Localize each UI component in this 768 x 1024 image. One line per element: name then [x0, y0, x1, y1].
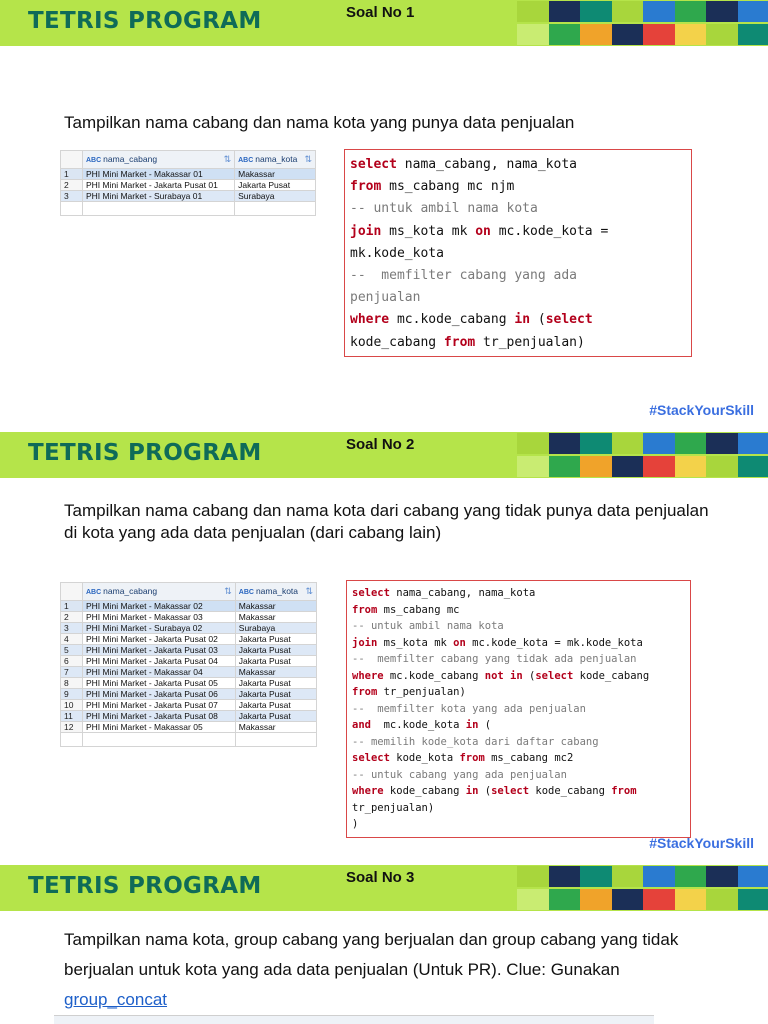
sql-text: ( [478, 785, 492, 797]
table-cell: PHI Mini Market - Surabaya 01 [83, 191, 235, 202]
sql-text: ms_kota mk [381, 223, 476, 239]
empty-cell [235, 202, 316, 216]
code-line [352, 585, 685, 602]
sql-keyword: from [459, 752, 485, 764]
table-cell: PHI Mini Market - Jakarta Pusat 05 [83, 678, 236, 689]
sql-comment: -- memfilter cabang yang ada [350, 268, 577, 284]
table-cell: PHI Mini Market - Makassar 03 [83, 612, 236, 623]
row-number: 1 [61, 601, 83, 612]
table-row[interactable] [61, 700, 317, 711]
table-row[interactable] [61, 191, 316, 202]
table-cell: Makassar [235, 722, 316, 733]
table-row[interactable] [61, 711, 317, 722]
row-number: 12 [61, 722, 83, 733]
row-number: 10 [61, 700, 83, 711]
row-number: 3 [61, 191, 83, 202]
code-line [352, 717, 685, 734]
empty-cell [61, 733, 83, 747]
sql-text: mc.kode_kota [370, 719, 466, 731]
text-type-icon: ABC [238, 157, 254, 164]
tetris-tile [643, 889, 676, 910]
empty-cell [61, 202, 83, 216]
table-row[interactable] [61, 169, 316, 180]
text-type-icon: ABC [238, 589, 254, 596]
text-type-icon: ABC [86, 157, 102, 164]
code-line [352, 602, 685, 619]
tetris-tiles-decoration [517, 0, 768, 46]
code-line [352, 684, 685, 701]
tetris-tile [612, 1, 645, 22]
grid-empty-row [61, 202, 316, 216]
column-header-nama-cabang[interactable] [83, 151, 235, 169]
sql-comment: -- untuk cabang yang ada penjualan [352, 768, 567, 781]
sql-text: ( [530, 312, 546, 328]
question-text: Tampilkan nama cabang dan nama kota dari cabang yang tidak punya data penjualan di kota yang ada data penjualan (dari cabang lain) [64, 501, 709, 543]
sql-keyword: from [350, 179, 382, 195]
row-number: 4 [61, 634, 83, 645]
table-cell: PHI Mini Market - Jakarta Pusat 01 [83, 180, 235, 191]
sql-keyword: where [352, 785, 384, 797]
tetris-tile [738, 1, 768, 22]
grid-header-row [61, 151, 316, 169]
tetris-tile [549, 1, 582, 22]
result-grid [60, 582, 317, 747]
sql-keyword: where [352, 669, 384, 682]
grid-empty-row [61, 733, 317, 747]
sql-text: ( [478, 719, 492, 731]
row-number: 1 [61, 169, 83, 180]
sort-filter-icon[interactable]: ⇅ [304, 154, 312, 164]
code-line [352, 816, 685, 833]
sql-text: kode_kota [389, 752, 460, 764]
table-row[interactable] [61, 667, 317, 678]
tetris-tile [612, 889, 645, 910]
tetris-tile [738, 456, 768, 477]
brand-title: TETRIS PROGRAM [28, 8, 262, 34]
table-cell: Makassar [235, 601, 316, 612]
sql-keyword: in [465, 719, 479, 731]
code-line [352, 618, 685, 635]
empty-cell [83, 733, 236, 747]
tetris-tile [612, 433, 645, 454]
row-number: 3 [61, 623, 83, 634]
sort-filter-icon[interactable]: ⇅ [305, 586, 313, 596]
sql-keyword: select [491, 785, 530, 797]
tetris-tile [580, 889, 613, 910]
table-cell: PHI Mini Market - Makassar 05 [83, 722, 236, 733]
sql-text: ( [522, 669, 536, 682]
empty-cell [83, 202, 235, 216]
code-line [352, 651, 685, 668]
sql-text: tr_penjualan) [377, 686, 466, 698]
sql-comment: -- memfilter cabang yang tidak ada penjualan [352, 653, 637, 665]
sql-keyword: select [350, 157, 397, 172]
sql-text: ms_cabang mc njm [381, 179, 515, 195]
sql-code-box [344, 149, 692, 357]
sql-text: mc.kode_kota = [490, 223, 609, 239]
tetris-tile [675, 889, 708, 910]
tetris-tile [675, 24, 708, 45]
slide-header [0, 432, 768, 478]
sql-text: nama_cabang, nama_kota [396, 157, 577, 172]
sql-keyword: from [611, 785, 637, 797]
hashtag-stackyourskill: #StackYourSkill [649, 835, 754, 851]
sql-code-box [346, 580, 691, 838]
tetris-tile [675, 433, 708, 454]
tetris-tile [580, 866, 613, 887]
sql-text: mc.kode_cabang [383, 669, 485, 682]
sql-text: ms_kota mk [377, 636, 454, 649]
sql-keyword: from [352, 603, 378, 616]
table-cell: PHI Mini Market - Jakarta Pusat 03 [83, 645, 236, 656]
tetris-tile [706, 456, 739, 477]
question-text-prefix: Tampilkan nama kota, group cabang yang berjualan dan group cabang yang tidak berjualan untuk kota yang ada data penjualan (Untuk PR). Clue: Gunakan [64, 930, 679, 979]
row-number: 2 [61, 612, 83, 623]
column-header-label: nama_kota [255, 154, 298, 164]
sql-keyword: where [350, 312, 390, 328]
sql-text: mk.kode_kota [350, 245, 444, 261]
tetris-tile [580, 1, 613, 22]
soal-number: Soal No 2 [346, 436, 415, 453]
tetris-tile [549, 866, 582, 887]
question-text [64, 925, 704, 1015]
tetris-tile [517, 889, 550, 910]
table-row[interactable] [61, 722, 317, 733]
tetris-tile [580, 433, 613, 454]
tetris-tile [612, 456, 645, 477]
tetris-tile [643, 1, 676, 22]
sort-filter-icon[interactable]: ⇅ [224, 586, 232, 596]
tetris-tile [675, 456, 708, 477]
code-line [352, 750, 685, 767]
tetris-tile [675, 866, 708, 887]
tetris-tile [738, 433, 768, 454]
code-line [350, 154, 686, 176]
sql-comment: -- untuk ambil nama kota [350, 201, 538, 217]
tetris-tile [738, 866, 768, 887]
table-cell: PHI Mini Market - Makassar 02 [83, 601, 236, 612]
sort-filter-icon[interactable]: ⇅ [223, 154, 232, 164]
sql-text: kode_cabang [529, 785, 612, 797]
brand-title: TETRIS PROGRAM [28, 873, 262, 899]
code-line [350, 221, 686, 243]
row-number: 9 [61, 689, 83, 700]
table-cell: Jakarta Pusat [235, 645, 316, 656]
code-line [352, 668, 685, 685]
code-line [352, 783, 685, 800]
sql-keyword: not in [484, 669, 523, 682]
sql-text: mc.kode_cabang [389, 312, 515, 328]
tetris-tile [517, 456, 550, 477]
code-line [350, 332, 686, 354]
column-header-nama-cabang[interactable] [83, 583, 236, 601]
table-cell: PHI Mini Market - Jakarta Pusat 02 [83, 634, 236, 645]
table-cell: Jakarta Pusat [235, 700, 316, 711]
column-header-label: nama_cabang [103, 586, 158, 596]
tetris-tiles-decoration [517, 432, 768, 478]
sql-comment: -- memfilter kota yang ada penjualan [352, 702, 586, 715]
tetris-tile [643, 24, 676, 45]
tetris-tile [517, 433, 550, 454]
code-line [350, 198, 686, 220]
column-header-label: nama_kota [255, 586, 299, 596]
sql-text: ) [352, 818, 359, 830]
sql-text: kode_cabang [350, 334, 444, 350]
table-row[interactable] [61, 656, 317, 667]
table-cell: Makassar [235, 612, 316, 623]
sql-text: mc.kode_kota = mk.kode_kota [465, 636, 643, 649]
tetris-tile [643, 456, 676, 477]
column-header-nama-kota[interactable] [235, 583, 316, 601]
table-cell: PHI Mini Market - Makassar 04 [83, 667, 236, 678]
table-cell: Jakarta Pusat [235, 678, 316, 689]
tetris-tile [706, 866, 739, 887]
tetris-tile [738, 889, 768, 910]
tetris-tile [517, 1, 550, 22]
table-cell: PHI Mini Market - Jakarta Pusat 07 [83, 700, 236, 711]
table-cell: Jakarta Pusat [235, 634, 316, 645]
tetris-tile [706, 433, 739, 454]
table-cell: PHI Mini Market - Jakarta Pusat 04 [83, 656, 236, 667]
tetris-tile [706, 889, 739, 910]
sql-text: ms_cabang mc2 [484, 752, 574, 764]
row-number: 11 [61, 711, 83, 722]
table-row[interactable] [61, 612, 317, 623]
tetris-tile [580, 24, 613, 45]
sql-comment: -- untuk ambil nama kota [352, 620, 504, 632]
table-cell: Surabaya [235, 623, 316, 634]
slide-soal-3 [0, 865, 768, 1024]
sql-keyword: in [514, 312, 531, 328]
tetris-tile [549, 433, 582, 454]
empty-cell [235, 733, 316, 747]
group-concat-link[interactable]: group_concat [64, 990, 168, 1009]
table-cell: Jakarta Pusat [235, 180, 316, 191]
tetris-tile [549, 456, 582, 477]
table-cell: PHI Mini Market - Surabaya 02 [83, 623, 236, 634]
tetris-tile [580, 456, 613, 477]
result-grid [60, 150, 316, 216]
sql-text: tr_penjualan) [352, 801, 435, 814]
sql-keyword: select [352, 587, 390, 599]
row-number: 8 [61, 678, 83, 689]
sql-text: kode_cabang [573, 669, 650, 682]
row-number: 2 [61, 180, 83, 191]
column-header-label: nama_cabang [103, 154, 158, 164]
table-cell: Surabaya [235, 191, 316, 202]
sql-text: ms_cabang mc [377, 603, 460, 616]
sql-keyword: select [545, 312, 593, 328]
table-cell: Makassar [235, 169, 316, 180]
slide-header [0, 0, 768, 46]
row-number: 5 [61, 645, 83, 656]
slide-soal-2 [0, 432, 768, 865]
code-line [350, 176, 686, 198]
sql-text: nama_cabang, nama_kota [389, 587, 536, 599]
tetris-tile [643, 433, 676, 454]
table-cell: PHI Mini Market - Jakarta Pusat 06 [83, 689, 236, 700]
sql-text: kode_cabang [383, 785, 466, 797]
row-number: 6 [61, 656, 83, 667]
tetris-tiles-decoration [517, 865, 768, 911]
tetris-tile [675, 1, 708, 22]
slide-header [0, 865, 768, 911]
sql-text: tr_penjualan) [475, 334, 585, 350]
slide-soal-1 [0, 0, 768, 432]
table-row[interactable] [61, 634, 317, 645]
code-line [350, 287, 686, 309]
soal-number: Soal No 1 [346, 4, 415, 21]
table-row[interactable] [61, 623, 317, 634]
sql-keyword: from [352, 686, 378, 698]
table-cell: PHI Mini Market - Jakarta Pusat 08 [83, 711, 236, 722]
sql-keyword: select [535, 669, 574, 682]
sql-keyword: join [352, 636, 378, 649]
sql-keyword: select [352, 752, 390, 764]
tetris-tile [612, 866, 645, 887]
sql-comment: penjualan [350, 290, 421, 306]
grid-corner [61, 583, 83, 601]
grid-header-row [61, 583, 317, 601]
text-type-icon: ABC [86, 589, 102, 596]
table-cell: Makassar [235, 667, 316, 678]
tetris-tile [738, 24, 768, 45]
tetris-tile [549, 889, 582, 910]
hashtag-stackyourskill: #StackYourSkill [649, 402, 754, 418]
code-line [352, 767, 685, 784]
code-line [350, 243, 686, 265]
sql-comment: -- memilih kode_kota dari daftar cabang [352, 735, 599, 748]
tetris-tile [706, 24, 739, 45]
tetris-tile [549, 24, 582, 45]
brand-title: TETRIS PROGRAM [28, 440, 262, 466]
tetris-tile [517, 866, 550, 887]
table-cell: Jakarta Pusat [235, 711, 316, 722]
sql-keyword: and [352, 719, 371, 731]
tetris-tile [643, 866, 676, 887]
code-line [352, 635, 685, 652]
tetris-tile [612, 24, 645, 45]
code-line [352, 800, 685, 817]
tetris-tile [706, 1, 739, 22]
sql-keyword: on [453, 636, 466, 649]
code-line [352, 701, 685, 718]
grid-corner [61, 151, 83, 169]
code-line [350, 265, 686, 287]
soal-number: Soal No 3 [346, 869, 415, 886]
column-header-nama-kota[interactable] [235, 151, 316, 169]
sql-keyword: in [465, 785, 479, 797]
sql-keyword: on [475, 223, 491, 239]
row-number: 7 [61, 667, 83, 678]
question-text: Tampilkan nama cabang dan nama kota yang punya data penjualan [64, 113, 575, 132]
table-cell: PHI Mini Market - Makassar 01 [83, 169, 235, 180]
sql-keyword: from [443, 334, 476, 350]
table-row[interactable] [61, 689, 317, 700]
table-cell: Jakarta Pusat [235, 689, 316, 700]
result-grid-partial [54, 1015, 654, 1024]
table-row[interactable] [61, 678, 317, 689]
sql-keyword: join [350, 223, 382, 239]
tetris-tile [517, 24, 550, 45]
code-line [352, 734, 685, 751]
code-line [350, 309, 686, 331]
table-row[interactable] [61, 601, 317, 612]
table-row[interactable] [61, 180, 316, 191]
table-row[interactable] [61, 645, 317, 656]
table-cell: Jakarta Pusat [235, 656, 316, 667]
